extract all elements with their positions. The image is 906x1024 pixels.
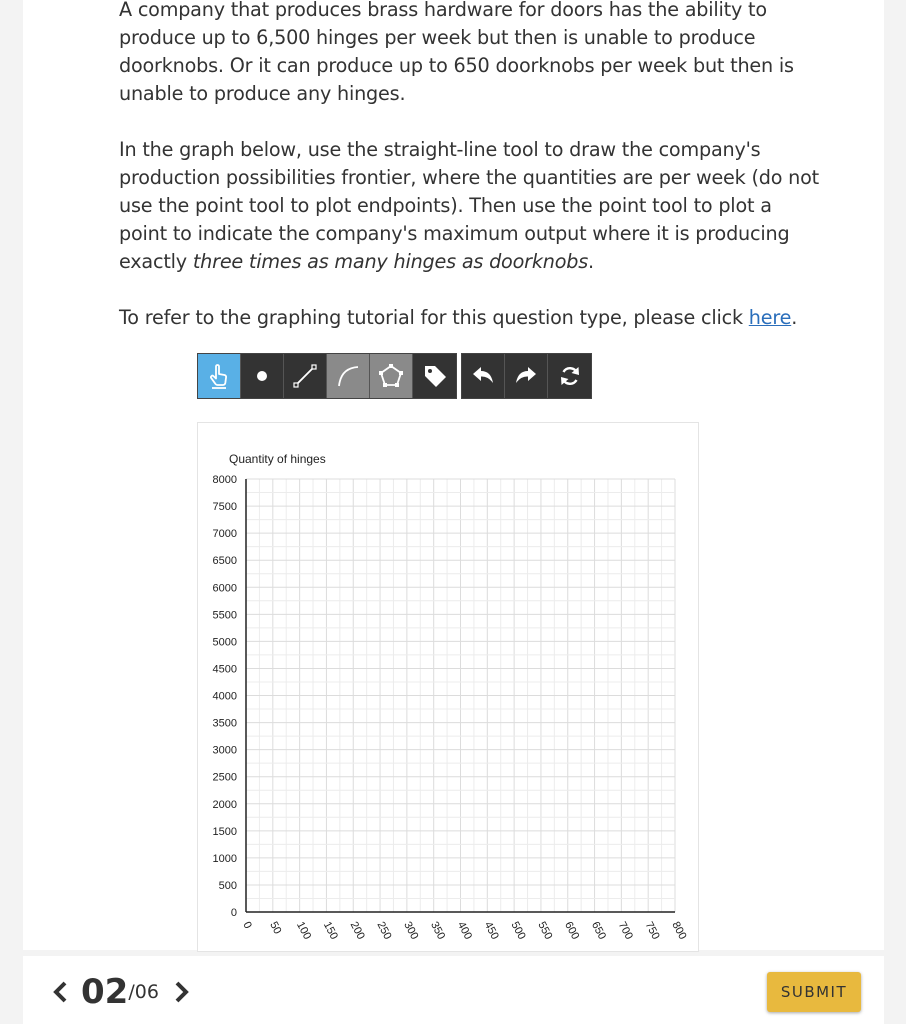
undo-button[interactable] <box>462 354 505 398</box>
x-tick-label: 300 <box>401 919 421 942</box>
line-tool-button[interactable] <box>284 354 327 398</box>
x-tick-label: 100 <box>293 919 314 942</box>
tutorial-paragraph <box>119 304 819 332</box>
curve-tool-icon <box>335 363 361 389</box>
line-tool-icon <box>292 363 318 389</box>
y-tick-label: 4000 <box>212 690 237 703</box>
x-tick-label: 750 <box>642 919 662 942</box>
y-tick-label: 6500 <box>212 555 237 568</box>
y-tick-label: 3000 <box>212 744 237 757</box>
y-tick-label: 2000 <box>212 798 237 811</box>
select-tool-button[interactable] <box>198 354 241 398</box>
y-tick-label: 6000 <box>212 582 237 595</box>
y-tick-label: 7000 <box>212 528 237 541</box>
x-tick-label: 650 <box>588 919 609 942</box>
chevron-right-icon <box>174 980 190 1004</box>
y-axis-title: Quantity of hinges <box>229 452 326 466</box>
question-emphasis: three times as many hinges as doorknobs <box>192 250 589 273</box>
redo-button[interactable] <box>505 354 548 398</box>
y-tick-label: 2500 <box>212 771 237 784</box>
x-tick-label: 250 <box>374 919 394 942</box>
point-tool-button[interactable] <box>241 354 284 398</box>
x-tick-label: 150 <box>320 919 341 942</box>
y-tick-label: 8000 <box>212 474 237 486</box>
submit-button[interactable]: SUBMIT <box>767 972 861 1012</box>
redo-icon <box>514 366 538 386</box>
x-tick-label: 500 <box>508 919 528 942</box>
y-tick-label: 5500 <box>212 609 237 622</box>
question-pager <box>49 974 193 1010</box>
question-paragraph-1: A company that produces brass hardware for doors has the ability to produce up to 6,500 hinges per week but then is unable to produce doorknobs. Or it can produce up to 650 doorknobs per week but then is unable to produce any hinges. <box>119 0 794 105</box>
label-tag-icon <box>422 363 448 389</box>
chevron-left-icon <box>52 980 68 1004</box>
y-tick-label: 0 <box>230 907 237 919</box>
drawing-tools-group <box>197 353 457 399</box>
x-tick-label: 800 <box>669 919 689 942</box>
y-tick-label: 5000 <box>212 636 237 649</box>
previous-question-button[interactable] <box>49 977 71 1007</box>
polygon-tool-icon <box>377 362 405 390</box>
curve-tool-button[interactable] <box>327 354 370 398</box>
ppf-chart[interactable] <box>198 423 700 953</box>
tutorial-end: . <box>791 306 798 329</box>
point-tool-icon <box>254 368 270 384</box>
history-tools-group <box>461 353 592 399</box>
footer-bar <box>23 956 884 1024</box>
y-tick-label: 4500 <box>212 663 237 676</box>
x-tick-label: 50 <box>267 919 284 937</box>
current-page-number: 02 <box>81 972 129 1012</box>
hand-pointer-icon <box>207 363 231 389</box>
x-tick-label: 200 <box>347 919 367 942</box>
question-paragraph-2-end: . <box>588 250 594 273</box>
y-tick-label: 7500 <box>212 501 237 514</box>
x-tick-label: 350 <box>428 919 448 942</box>
tutorial-text: To refer to the graphing tutorial for this question type, please click <box>119 306 749 329</box>
reset-button[interactable] <box>548 354 591 398</box>
x-tick-label: 400 <box>454 919 475 942</box>
x-tick-label: 550 <box>535 919 555 942</box>
graph-area[interactable] <box>197 422 699 952</box>
y-tick-label: 1500 <box>212 825 237 838</box>
next-question-button[interactable] <box>171 977 193 1007</box>
total-pages: /06 <box>128 981 159 1003</box>
x-tick-label: 600 <box>562 919 582 942</box>
question-paragraph-2-text: In the graph below, use the straight-line tool to draw the company's production possibilities frontier, where the quantities are per week (do not use the point tool to plot endpoints). Then use the point tool to plot a point to indicate the company's maximum output where it is producing exactly <box>119 138 819 273</box>
y-tick-label: 500 <box>218 879 237 892</box>
reset-icon <box>558 364 582 388</box>
x-tick-label: 450 <box>481 919 501 942</box>
label-tool-button[interactable] <box>413 354 456 398</box>
undo-icon <box>471 366 495 386</box>
x-tick-label: 0 <box>240 919 254 931</box>
y-tick-label: 1000 <box>212 852 237 865</box>
question-paragraph-2 <box>119 136 819 276</box>
graph-toolbar <box>197 353 592 399</box>
polygon-tool-button[interactable] <box>370 354 413 398</box>
tutorial-link[interactable]: here <box>748 306 792 329</box>
x-tick-label: 700 <box>615 919 635 942</box>
y-tick-label: 3500 <box>212 717 237 730</box>
